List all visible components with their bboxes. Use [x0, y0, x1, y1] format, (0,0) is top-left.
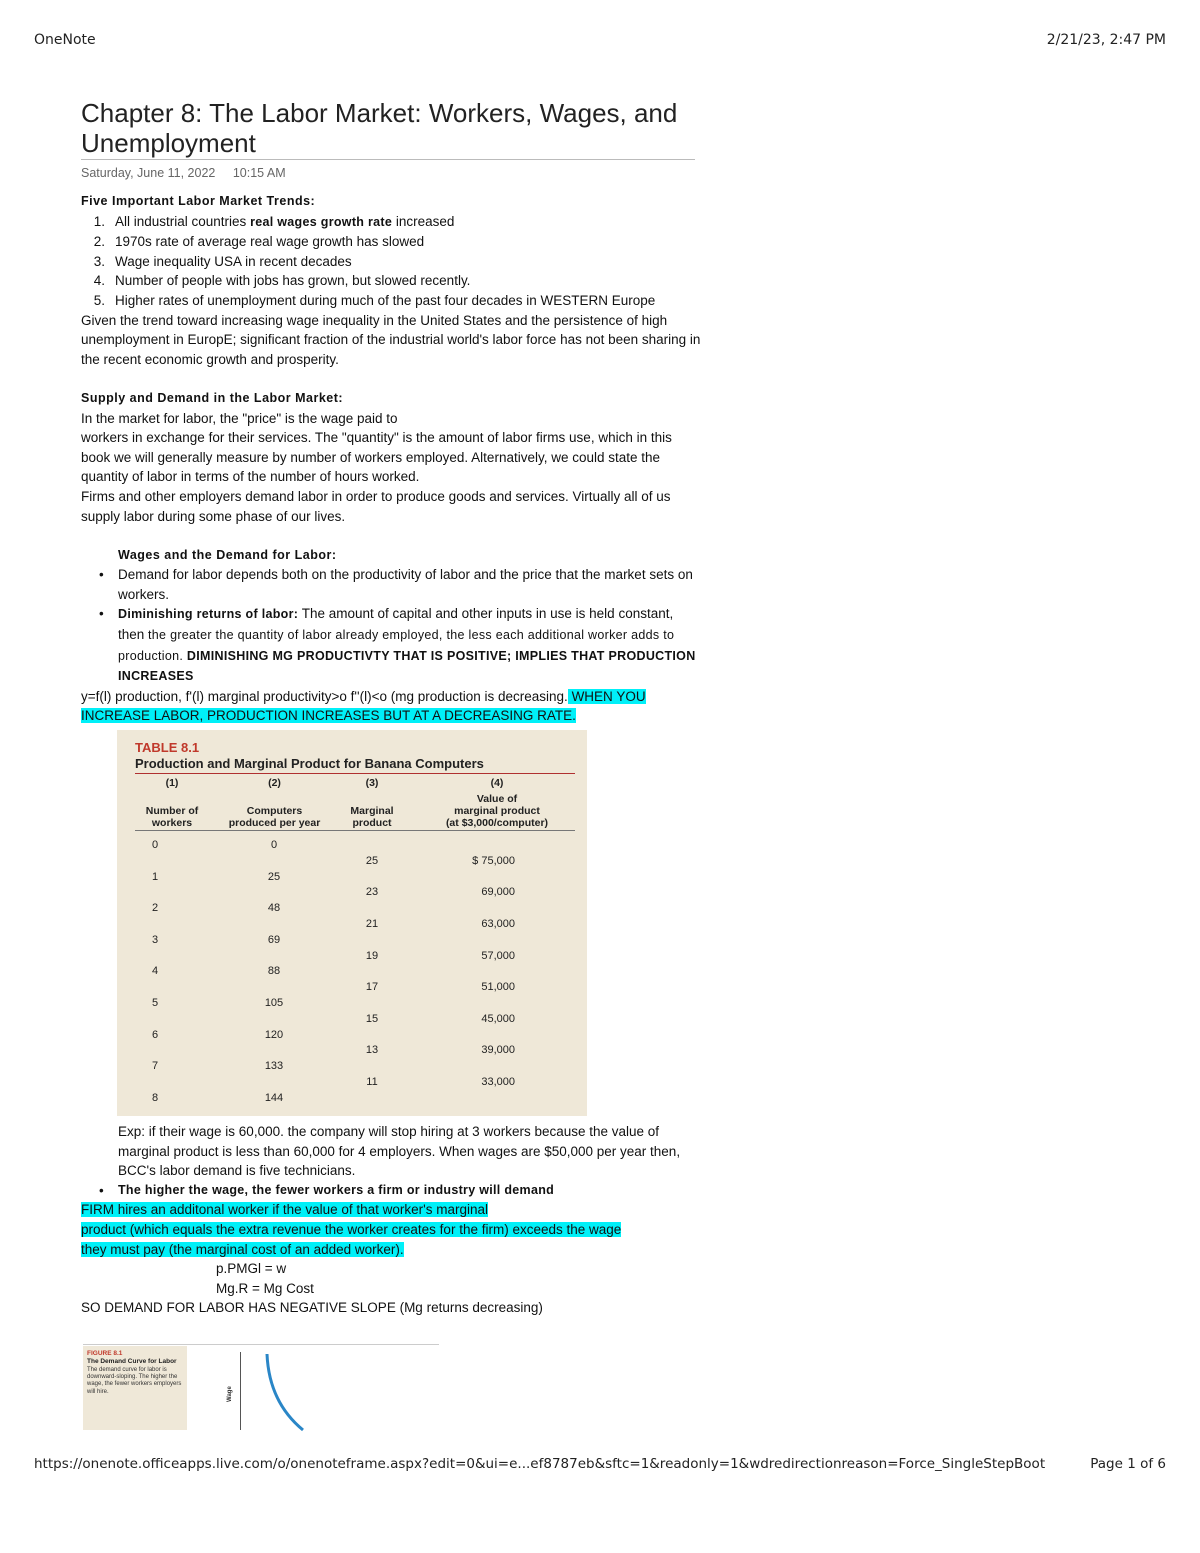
footer-url: https://onenote.officeapps.live.com/o/onenoteframe.aspx?edit=0&ui=e...ef8787eb&sftc=1&readonly=1&wdredirectionreason=Force_SingleStepBoot [34, 1456, 1046, 1472]
note-body [81, 192, 701, 1318]
table-cell: 51,000 [481, 981, 515, 994]
table-cell: 11 [366, 1076, 378, 1089]
supply-heading: Supply and Demand in the Labor Market: [81, 390, 344, 405]
demand-curve [251, 1352, 311, 1432]
trends-list [81, 212, 701, 311]
wages-heading: Wages and the Demand for Labor: [118, 547, 337, 562]
list-item: 4. Number of people with jobs has grown, but slowed recently. [93, 273, 471, 289]
table-cell: 23 [365, 886, 379, 899]
table-cell: 8 [151, 1091, 159, 1104]
table-column-number: (3) [365, 777, 379, 790]
list-item: • Diminishing returns of labor: The amount of capital and other inputs in use is held constant, then the greater the quantity of labor already employed, the less each additional worker adds to production. DIMINISHING MG PRODUCTIVTY THAT IS POSITIVE; IMPLIES THAT PRODUCTION INCREASES [99, 606, 696, 684]
table-label: TABLE 8.1 [135, 740, 200, 756]
figure-8-1-image [81, 1342, 441, 1430]
wages-bullets [97, 565, 701, 687]
highlighted-line: they must pay (the marginal cost of an added worker). [81, 1241, 404, 1257]
table-8-1-image [117, 730, 587, 1116]
supply-paragraph-2: Firms and other employers demand labor in order to produce goods and services. Virtually all of us supply labor during some phase of our lives. [81, 488, 671, 524]
trends-summary: Given the trend toward increasing wage inequality in the United States and the persistence of high unemployment in EuropE; significant fraction of the industrial world's labor force has not been sharing in the recent economic growth and prosperity. [81, 312, 701, 367]
table-cell: 21 [365, 918, 379, 931]
list-item: • The higher the wage, the fewer workers a firm or industry will demand [99, 1182, 555, 1198]
table-cell: 13 [365, 1044, 379, 1057]
table-cell: 7 [151, 1060, 159, 1073]
highlighted-line: product (which equals the extra revenue the worker creates for the firm) exceeds the wage [81, 1222, 622, 1237]
list-item: 2. 1970s rate of average real wage growth has slowed [93, 234, 425, 250]
figure-label: FIGURE 8.1 [87, 1350, 123, 1357]
table-cell: 88 [267, 965, 281, 978]
supply-line1: In the market for labor, the "price" is the wage paid to [81, 410, 398, 426]
table-cell: 48 [267, 902, 281, 915]
print-datetime: 2/21/23, 2:47 PM [1046, 32, 1166, 48]
demand-bullets [97, 1181, 701, 1201]
table-column-header: Marginal product [350, 805, 394, 830]
list-item: 3. Wage inequality USA in recent decades [93, 253, 352, 269]
table-cell: 2 [151, 902, 159, 915]
table-cell: 19 [365, 949, 379, 962]
note-date: Saturday, June 11, 2022 [81, 166, 216, 180]
table-cell: 45,000 [481, 1012, 515, 1025]
formula-line: Mg.R = Mg Cost [216, 1280, 314, 1296]
table-cell: 3 [151, 933, 159, 946]
table-cell: 17 [365, 981, 379, 994]
table-column-header: Computers produced per year [228, 805, 321, 830]
app-name: OneNote [34, 32, 96, 48]
table-cell: 6 [151, 1028, 159, 1041]
table-caption: Production and Marginal Product for Banana Computers [135, 756, 484, 772]
table-cell: 57,000 [481, 949, 515, 962]
figure-caption-box [83, 1346, 187, 1430]
list-item: • Demand for labor depends both on the productivity of labor and the price that the market sets on workers. [99, 567, 693, 602]
page-title: Chapter 8: The Labor Market: Workers, Wages, and Unemployment [81, 98, 678, 158]
title-divider [81, 159, 695, 160]
highlighted-text: WHEN YOU INCREASE LABOR, PRODUCTION INCREASES BUT AT A DECREASING RATE. [81, 688, 646, 724]
table-cell: 105 [264, 997, 284, 1010]
table-cell: 63,000 [481, 918, 515, 931]
table-cell: 25 [267, 870, 281, 883]
table-cell: 69,000 [481, 886, 515, 899]
table-cell: 133 [264, 1060, 284, 1073]
y-axis [240, 1352, 241, 1430]
table-cell: 5 [151, 997, 159, 1010]
figure-title: The Demand Curve for Labor [87, 1358, 177, 1365]
note-timestamp [81, 166, 701, 180]
production-formula: y=f(l) production, f'(l) marginal productivity>o f''(l)<o (mg production is decreasing. WHEN YOU INCREASE LABOR, PRODUCTION INCREASES BUT AT A DECREASING RATE. [81, 688, 646, 724]
figure-description: The demand curve for labor is downward-sloping. The higher the wage, the fewer workers employers will hire. [87, 1367, 182, 1395]
note-time: 10:15 AM [232, 166, 286, 180]
conclusion: SO DEMAND FOR LABOR HAS NEGATIVE SLOPE (Mg returns decreasing) [81, 1300, 543, 1316]
table-cell: 144 [264, 1091, 284, 1104]
table-cell: 33,000 [481, 1076, 515, 1089]
table-cell: 15 [365, 1012, 379, 1025]
page-number: Page 1 of 6 [1090, 1456, 1166, 1472]
table-cell: 25 [365, 854, 379, 867]
table-column-header: Number of workers [145, 805, 199, 830]
formula-line: p.PMGl = w [216, 1261, 287, 1277]
table-column-number: (2) [268, 777, 281, 790]
table-cell: 0 [270, 839, 278, 852]
table-cell: 4 [151, 965, 159, 978]
table-cell: $ 75,000 [472, 854, 515, 867]
table-column-number: (1) [165, 777, 179, 790]
supply-paragraph: workers in exchange for their services. The "quantity" is the amount of labor firms use, which in this book we will generally measure by number of workers employed. Alternatively, we could state the quantity of labor in terms of the number of hours worked. [81, 430, 672, 485]
table-column-header: Value of marginal product (at $3,000/computer) [445, 793, 549, 830]
y-axis-label: Wage [227, 1386, 233, 1402]
table-column-number: (4) [490, 777, 504, 790]
table-cell: 120 [264, 1028, 284, 1041]
example-paragraph: Exp: if their wage is 60,000. the company will stop hiring at 3 workers because the value of marginal product is less than 60,000 for 4 employers. When wages are $50,000 per year then, BCC's labor demand is five technicians. [118, 1124, 681, 1179]
note-page [81, 98, 701, 1318]
table-cell: 1 [151, 870, 159, 883]
table-cell: 69 [267, 933, 281, 946]
table-cell: 39,000 [481, 1044, 515, 1057]
list-item: 5. Higher rates of unemployment during much of the past four decades in WESTERN Europe [93, 292, 656, 308]
table-cell: 0 [151, 839, 159, 852]
highlighted-line: FIRM hires an additonal worker if the value of that worker's marginal [81, 1202, 489, 1218]
list-item: 1. All industrial countries real wages growth rate increased [93, 213, 455, 229]
trends-heading: Five Important Labor Market Trends: [81, 194, 316, 208]
